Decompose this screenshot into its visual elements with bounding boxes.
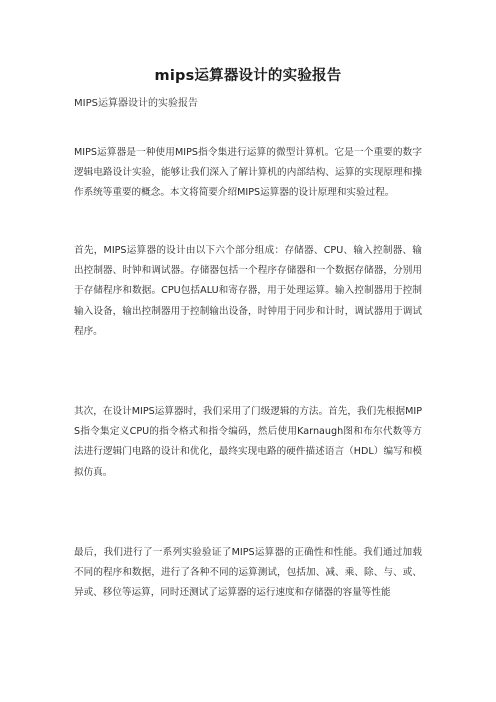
paragraph-design-method: 其次，在设计MIPS运算器时，我们采用了门级逻辑的方法。首先，我们先根据MIPS指令集定义CPU的指令格式和指令编码，然后使用Karnaugh图和布尔代数等方法进行逻辑门电路的设计和优化，最终实现电路的硬件描述语言（HDL）编写和模拟仿真。 [74, 406, 422, 478]
paragraph-components: 首先，MIPS运算器的设计由以下六个部分组成：存储器、CPU、输入控制器、输出控制器、时钟和调试器。存储器包括一个程序存储器和一个数据存储器，分别用于存储程序和数据。CPU包括ALU和寄存器，用于处理运算。输入控制器用于控制输入设备，输出控制器用于控制输出设备，时钟用于同步和计时，调试器用于调试程序。 [74, 245, 422, 337]
paragraph-experiments: 最后，我们进行了一系列实验验证了MIPS运算器的正确性和性能。我们通过加载不同的程序和数据，进行了各种不同的运算测试，包括加、减、乘、除、与、或、异或、移位等运算，同时还测试了运算器的运行速度和存储器的容量等性能 [74, 547, 422, 599]
document-title: mips运算器设计的实验报告 [154, 68, 342, 84]
paragraph-intro: MIPS运算器是一种使用MIPS指令集进行运算的微型计算机。它是一个重要的数字逻辑电路设计实验，能够让我们深入了解计算机的内部结构、运算的实现原理和操作系统等重要的概念。本文将简要介绍MIPS运算器的设计原理和实验过程。 [74, 147, 422, 199]
document-subtitle: MIPS运算器设计的实验报告 [74, 98, 198, 109]
